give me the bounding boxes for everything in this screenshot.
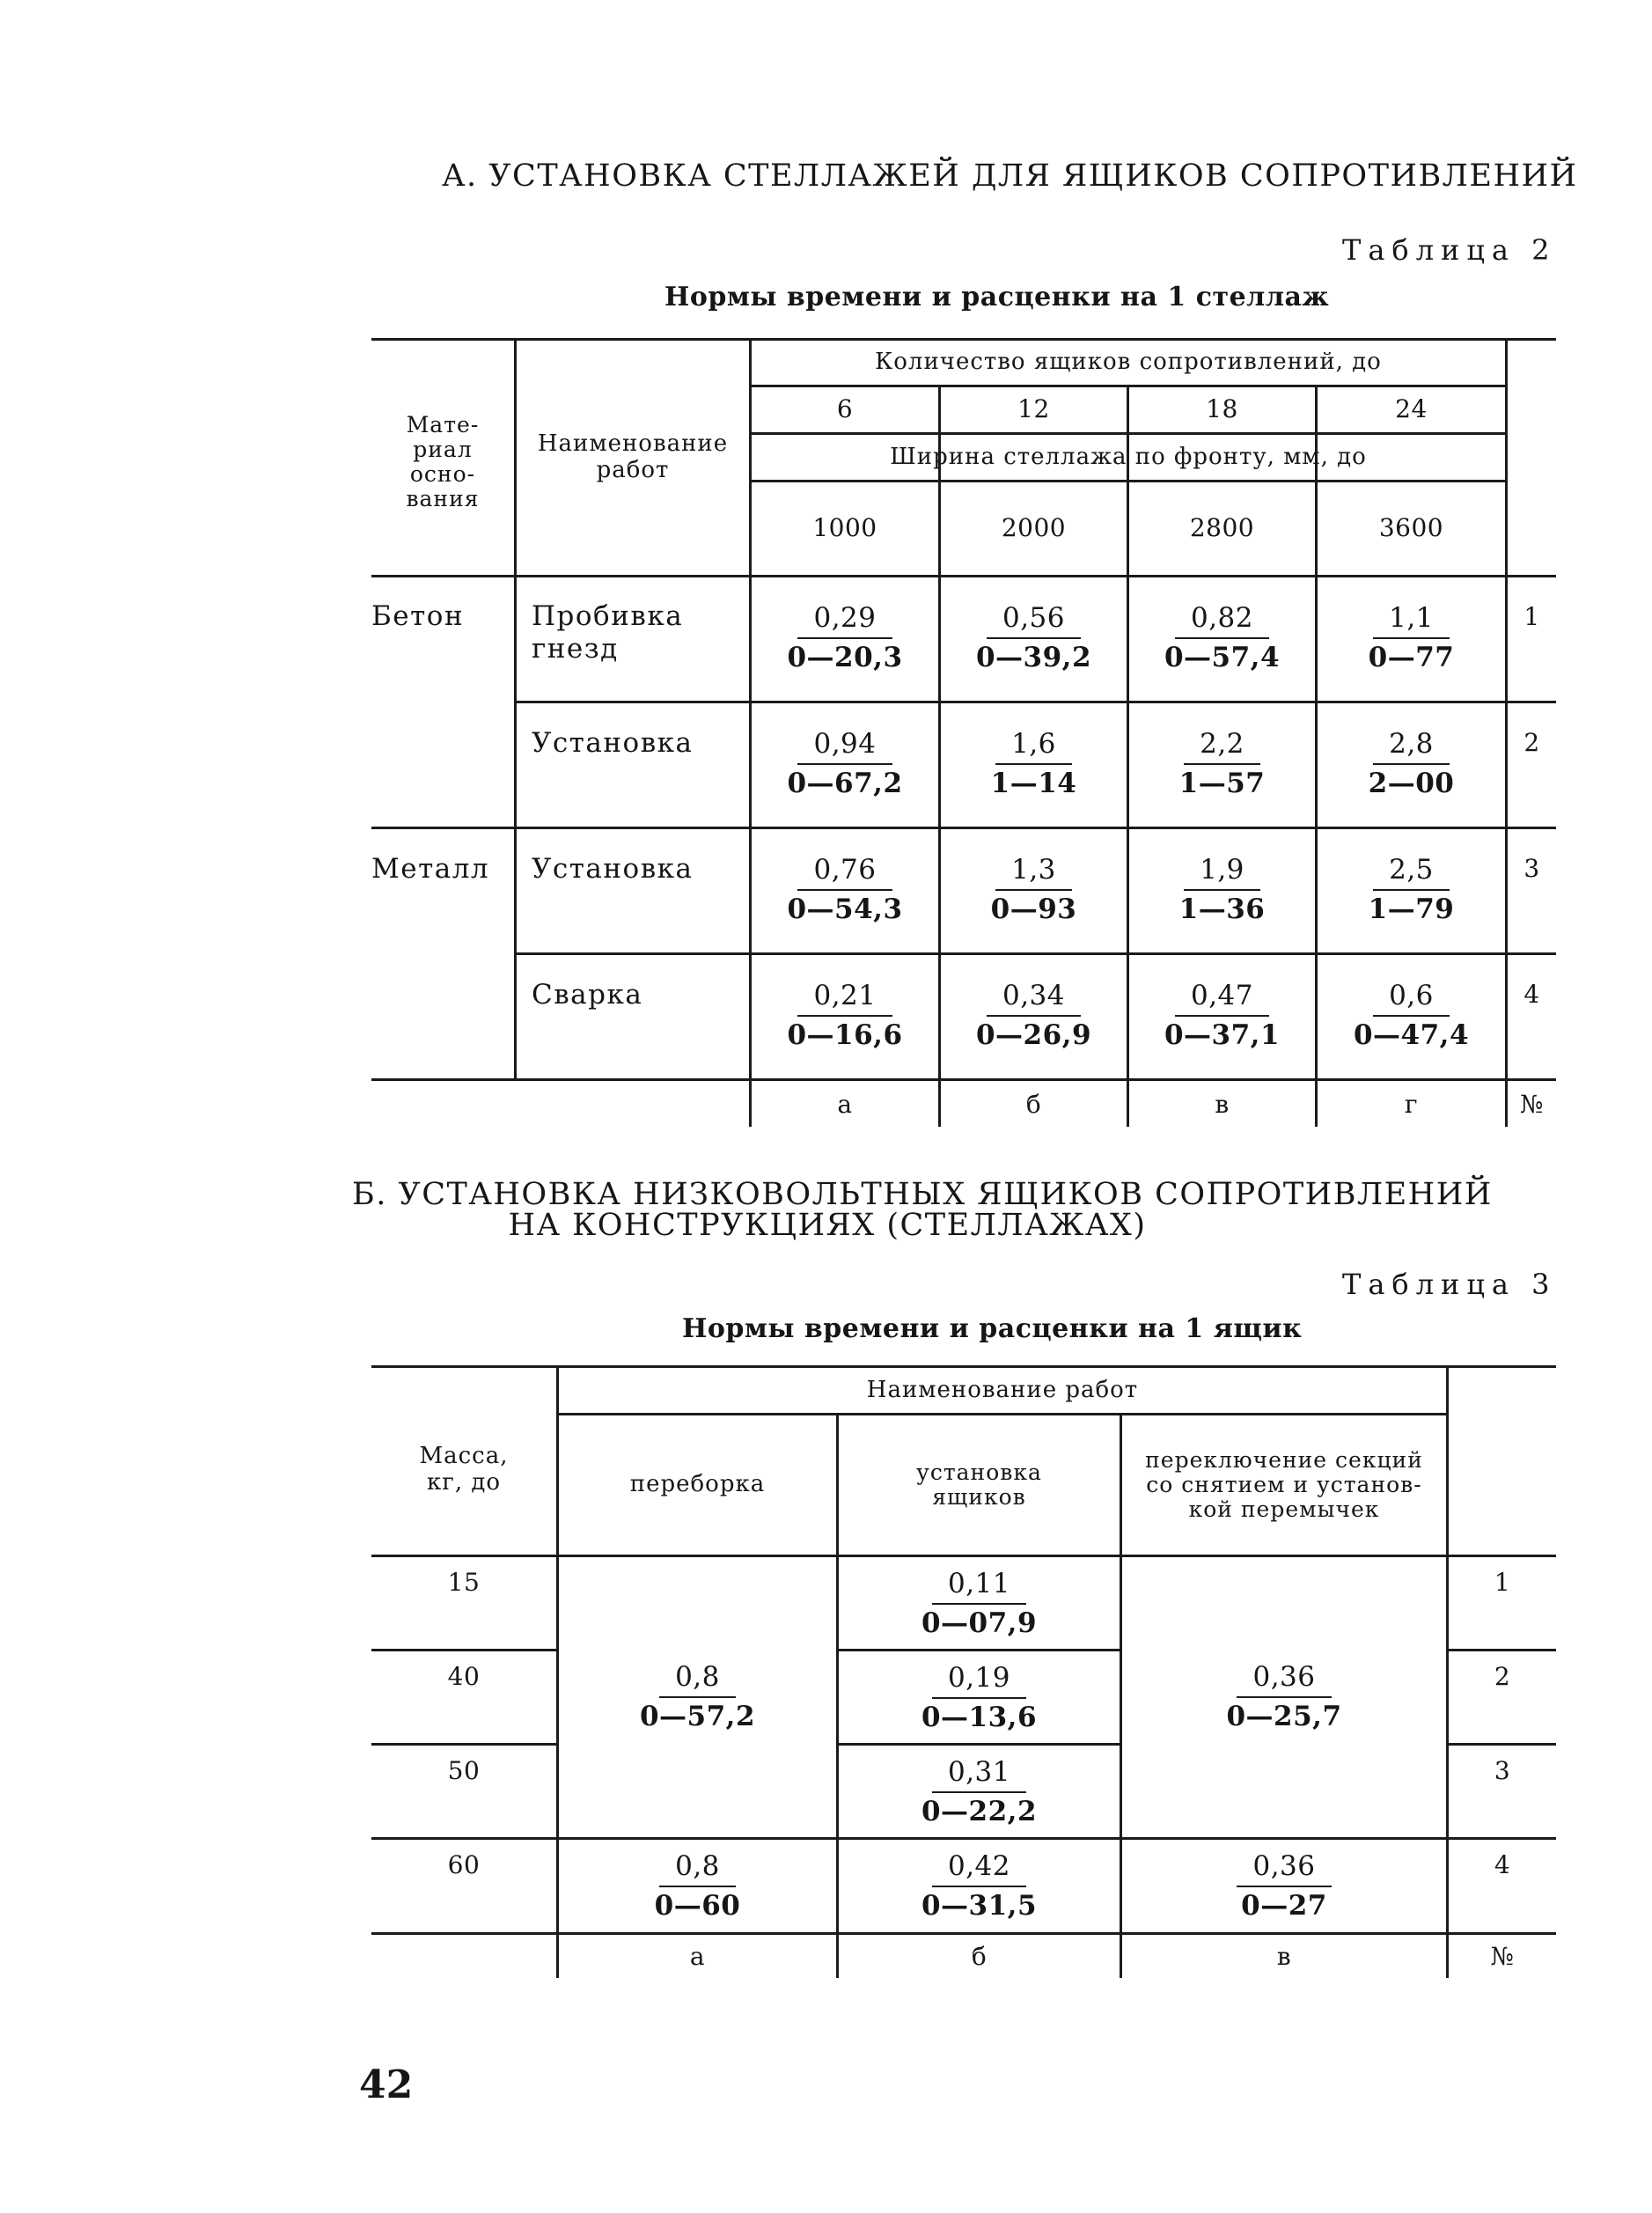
row-work-label: Пробивка гнезд (532, 600, 684, 665)
column-letter: в (1276, 1942, 1292, 1972)
column-letter: а (689, 1942, 706, 1972)
column-letter: а (837, 1089, 853, 1119)
number-column-label: № (1520, 1089, 1544, 1119)
row-material-label: Металл (371, 853, 490, 885)
qty-value: 6 (836, 394, 854, 424)
rate-cell: $\frac{2,5}{1—79}$ (1368, 853, 1455, 925)
width-value: 1000 (812, 512, 877, 542)
row-number: 1 (1494, 1568, 1511, 1597)
row-number: 1 (1524, 602, 1540, 631)
width-value: 2800 (1189, 512, 1255, 542)
column-letter: б (1025, 1089, 1042, 1119)
header-qty: Количество ящиков сопротивлений, до (875, 349, 1382, 376)
merged-rate-cell: $\frac{0,8}{0—57,2}$ (639, 1660, 756, 1732)
rate-cell: $\frac{1,1}{0—77}$ (1368, 601, 1455, 673)
merged-rate-cell: $\frac{0,36}{0—25,7}$ (1226, 1660, 1342, 1732)
rate-cell: $\frac{0,8}{0—60}$ (654, 1850, 741, 1922)
mass-value: 15 (447, 1568, 481, 1597)
row-number: 3 (1494, 1756, 1511, 1785)
rate-cell: $\frac{0,6}{0—47,4}$ (1353, 979, 1470, 1051)
header-width: Ширина стеллажа по фронту, мм, до (890, 443, 1367, 470)
rate-cell: $\frac{0,21}{0—16,6}$ (787, 979, 903, 1051)
header-sorting: переборка (629, 1471, 766, 1498)
mass-value: 60 (447, 1850, 481, 1879)
rate-cell: $\frac{0,11}{0—07,9}$ (921, 1568, 1038, 1639)
rate-cell: $\frac{1,9}{1—36}$ (1178, 853, 1266, 925)
qty-value: 12 (1017, 394, 1050, 424)
rate-cell: $\frac{0,94}{0—67,2}$ (787, 727, 903, 799)
rate-cell: $\frac{0,19}{0—13,6}$ (921, 1662, 1038, 1733)
mass-value: 50 (447, 1756, 481, 1785)
section-b-title-line1: Б. УСТАНОВКА НИЗКОВОЛЬТНЫХ ЯЩИКОВ СОПРОТИВЛЕНИЙ (352, 1177, 1493, 1212)
rate-cell: $\frac{0,76}{0—54,3}$ (787, 853, 903, 925)
header-material: Мате- риал осно- вания (406, 412, 480, 511)
row-number: 3 (1524, 854, 1540, 883)
rate-cell: $\frac{0,47}{0—37,1}$ (1164, 979, 1281, 1051)
section-b-title-line2: НА КОНСТРУКЦИЯХ (СТЕЛЛАЖАХ) (508, 1208, 1147, 1243)
row-work-label: Установка (532, 727, 694, 759)
rate-cell: $\frac{1,3}{0—93}$ (990, 853, 1077, 925)
header-work-name: Наименование работ (537, 430, 729, 483)
row-number: 2 (1494, 1662, 1511, 1691)
row-number: 2 (1524, 728, 1540, 757)
rate-cell: $\frac{2,2}{1—57}$ (1178, 727, 1266, 799)
width-value: 3600 (1378, 512, 1444, 542)
header-work-name: Наименование работ (866, 1376, 1139, 1403)
rate-cell: $\frac{2,8}{2—00}$ (1368, 727, 1455, 799)
table-3-caption: Нормы времени и расценки на 1 ящик (682, 1313, 1303, 1344)
row-work-label: Сварка (532, 979, 643, 1011)
mass-value: 40 (447, 1662, 481, 1691)
header-mass: Масса, кг, до (419, 1443, 509, 1496)
rate-cell: $\frac{0,29}{0—20,3}$ (787, 601, 903, 673)
rate-cell: $\frac{0,36}{0—27}$ (1122, 1845, 1446, 1929)
column-letter: г (1404, 1089, 1419, 1119)
column-letter: в (1215, 1089, 1230, 1119)
rate-cell: $\frac{0,31}{0—22,2}$ (921, 1756, 1038, 1827)
row-number: 4 (1524, 980, 1540, 1009)
rate-cell: $\frac{0,42}{0—31,5}$ (921, 1850, 1038, 1922)
table-3-label: Таблица 3 (1342, 1268, 1557, 1301)
page-number: 42 (359, 2062, 414, 2107)
qty-value: 24 (1395, 394, 1428, 424)
section-a-title: А. УСТАНОВКА СТЕЛЛАЖЕЙ ДЛЯ ЯЩИКОВ СОПРОТИВЛЕНИЙ (442, 158, 1578, 194)
rate-cell: $\frac{0,82}{0—57,4}$ (1164, 601, 1281, 673)
row-material-label: Бетон (371, 600, 465, 632)
row-number: 4 (1494, 1850, 1511, 1879)
header-switch-sections: переключение секций со снятием и установ- кой перемычек (1145, 1447, 1423, 1522)
number-column-label: № (1490, 1942, 1515, 1972)
column-letter: б (971, 1942, 988, 1972)
width-value: 2000 (1001, 512, 1067, 542)
table-2-caption: Нормы времени и расценки на 1 стеллаж (664, 282, 1330, 312)
rate-cell: $\frac{0,34}{0—26,9}$ (975, 979, 1092, 1051)
rate-cell: $\frac{1,6}{1—14}$ (990, 727, 1077, 799)
table-2-label: Таблица 2 (1342, 233, 1557, 267)
header-install-boxes: установка ящиков (916, 1459, 1042, 1510)
row-work-label: Установка (532, 853, 694, 885)
rate-cell: $\frac{0,56}{0—39,2}$ (975, 601, 1092, 673)
qty-value: 18 (1206, 394, 1238, 424)
